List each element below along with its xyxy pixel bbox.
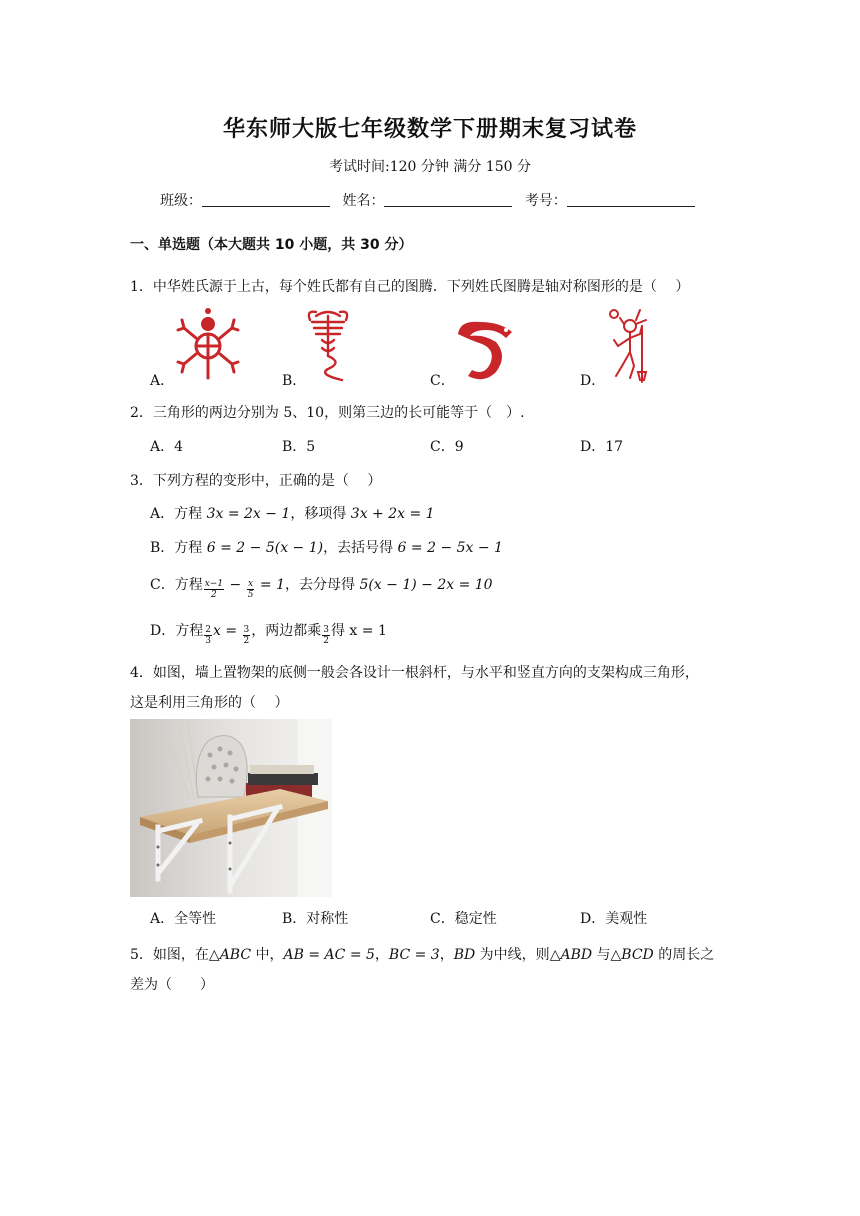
shelf-photo bbox=[130, 719, 332, 897]
q1-option-c-label: C． bbox=[430, 373, 455, 389]
q4-option-d: D．美观性 bbox=[580, 911, 648, 927]
q1-option-b-label: B． bbox=[282, 373, 307, 389]
exam-info: 考试时间:120 分钟 满分 150 分 bbox=[329, 159, 531, 175]
question-2-stem: 2．三角形的两边分别为 5、10，则第三边的长可能等于（ ）. bbox=[130, 405, 525, 421]
fraction: $\frac{3}{2}$ bbox=[243, 625, 250, 646]
id-label: 考号： bbox=[524, 193, 567, 209]
section-heading: 一、单选题（本大题共 10 小题，共 30 分） bbox=[130, 237, 413, 253]
question-5-stem-line1: 5．如图，在△ABC 中，AB = AC = 5，BC = 3，BD 为中线，则△ABD 与△BCD 的周长之 bbox=[130, 947, 715, 963]
q4-option-b: B．对称性 bbox=[282, 911, 349, 927]
page-title: 华东师大版七年级数学下册期末复习试卷 bbox=[222, 117, 637, 142]
q4-option-a: A．全等性 bbox=[150, 911, 217, 927]
q2-option-c: C．9 bbox=[430, 439, 464, 455]
totem-a-image bbox=[170, 306, 246, 382]
fraction: $\frac{x}{5}$ bbox=[247, 579, 254, 600]
class-blank bbox=[202, 192, 330, 207]
q3-option-b: B．方程 6 = 2 − 5(x − 1)，去括号得 6 = 2 − 5x − 1 bbox=[150, 540, 503, 556]
q4-option-c: C．稳定性 bbox=[430, 911, 497, 927]
question-3-stem: 3．下列方程的变形中，正确的是（ ） bbox=[130, 473, 382, 489]
q1-option-a-label: A． bbox=[150, 373, 175, 389]
totem-d-image bbox=[600, 306, 656, 384]
name-blank bbox=[384, 192, 512, 207]
student-info-row bbox=[160, 190, 703, 210]
fraction: $\frac{x-1}{2}$ bbox=[204, 579, 224, 600]
q3-option-d: D．方程 $\frac{2}{3}$ x = $\frac{3}{2}$ ，两边都乘 $\frac{3}{2}$ 得 x = 1 bbox=[150, 623, 387, 646]
q3-option-a: A．方程 3x = 2x − 1，移项得 3x + 2x = 1 bbox=[150, 506, 435, 522]
q1-option-d-label: D． bbox=[580, 373, 606, 389]
name-label: 姓名： bbox=[342, 193, 385, 209]
question-1-stem: 1．中华姓氏源于上古，每个姓氏都有自己的图腾．下列姓氏图腾是轴对称图形的是（ ） bbox=[130, 279, 690, 295]
class-label: 班级： bbox=[160, 193, 202, 209]
totem-b-image bbox=[300, 306, 356, 384]
q2-option-b: B．5 bbox=[282, 439, 316, 455]
q2-option-d: D．17 bbox=[580, 439, 624, 455]
question-5-stem-line2: 差为（ ） bbox=[130, 977, 214, 993]
q2-option-a: A．4 bbox=[150, 439, 184, 455]
question-4-stem-line1: 4．如图，墙上置物架的底侧一般会各设计一根斜杆，与水平和竖直方向的支架构成三角形， bbox=[130, 665, 699, 681]
question-4-stem-line2: 这是利用三角形的（ ） bbox=[130, 695, 289, 711]
totem-c-image bbox=[450, 316, 520, 384]
fraction: $\frac{2}{3}$ bbox=[205, 625, 211, 646]
fraction: $\frac{3}{2}$ bbox=[323, 625, 329, 646]
q3-option-c: C．方程 $\frac{x-1}{2}$ − $\frac{x}{5}$ = 1，去分母得 5(x − 1) − 2x = 10 bbox=[150, 577, 493, 600]
id-blank bbox=[567, 192, 695, 207]
